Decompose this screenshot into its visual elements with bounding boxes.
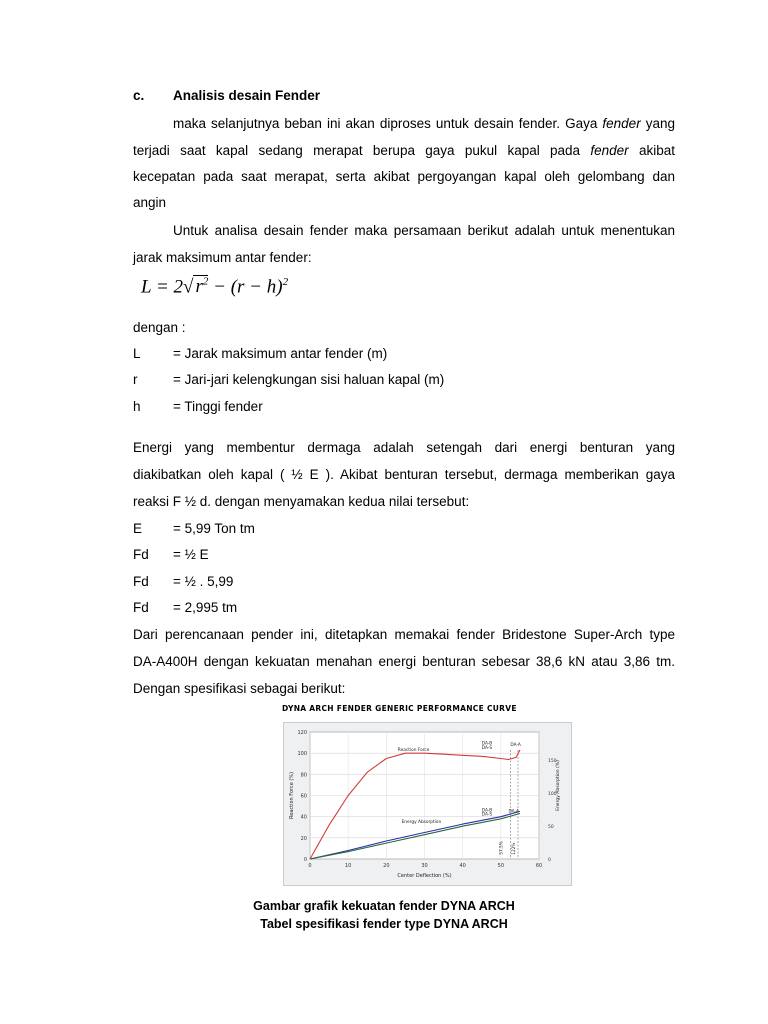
calc-row xyxy=(133,547,209,562)
y-right-axis-label: Energy Absorption (%) xyxy=(556,760,561,811)
annotation-label: DA-A xyxy=(508,809,519,815)
distance-formula xyxy=(141,276,288,298)
calc-symbol: Fd xyxy=(133,574,149,589)
x-tick-label: 40 xyxy=(459,863,466,869)
section-label: c. xyxy=(133,88,145,103)
y-tick-label: 0 xyxy=(303,857,307,863)
definition-text: = Jarak maksimum antar fender (m) xyxy=(173,346,388,361)
x-tick-label: 0 xyxy=(308,863,312,869)
x-tick-label: 10 xyxy=(344,863,352,869)
definition-text: = Jari-jari kelengkungan sisi haluan kapal (m) xyxy=(173,372,445,387)
definition-symbol: L xyxy=(133,346,141,361)
italic-term: fender xyxy=(590,143,629,158)
calc-value: = 5,99 Ton tm xyxy=(173,521,255,536)
calc-symbol: Fd xyxy=(133,600,149,615)
annotation-label: DA-S xyxy=(481,812,493,818)
formula-radicand xyxy=(193,275,208,297)
annotation-label: DA-A xyxy=(510,742,521,748)
definition-item xyxy=(133,346,387,361)
calc-row xyxy=(133,600,237,615)
text-run: yang xyxy=(640,116,675,131)
y-tick-label: 80 xyxy=(300,772,307,779)
calc-row xyxy=(133,521,255,536)
text-run: akibat xyxy=(628,143,675,158)
y-tick-label: 40 xyxy=(300,814,307,821)
para4-line2: DA-A400H dengan kekuatan menahan energi benturan sebesar 38,6 kN atau 3,86 tm. xyxy=(133,654,675,669)
formula-exponent: 2 xyxy=(282,276,289,288)
formula-exponent: 2 xyxy=(202,276,209,288)
definition-symbol: r xyxy=(133,372,138,387)
y-right-tick-label: 0 xyxy=(548,858,551,863)
annotation-label: DA-B xyxy=(481,808,493,814)
definition-item xyxy=(133,372,444,387)
para2-line2: jarak maksimum antar fender: xyxy=(133,250,312,265)
italic-term: fender xyxy=(602,116,641,131)
definition-item xyxy=(133,399,263,414)
para3-line1: Energi yang membentur dermaga adalah setengah dari energi benturan yang xyxy=(133,440,675,455)
annotation-label: 57.5% xyxy=(499,841,505,855)
definition-symbol: h xyxy=(133,399,141,414)
calc-symbol: E xyxy=(133,521,143,536)
text-run: maka selanjutnya beban ini akan diproses untuk desain fender. Gaya xyxy=(173,116,603,131)
x-tick-label: 20 xyxy=(383,863,390,869)
annotation-label: DA-S xyxy=(481,745,493,751)
chart-panel xyxy=(283,722,572,886)
y-right-tick-label: 150 xyxy=(548,758,557,764)
y-right-tick-label: 100 xyxy=(548,791,557,797)
y-tick-label: 20 xyxy=(300,835,307,842)
text-run: terjadi saat kapal sedang merapat berupa gaya pukul kapal pada xyxy=(133,143,591,158)
annotation-label: Reaction Force xyxy=(397,748,430,754)
annotation-label: Energy Absorption xyxy=(401,820,442,826)
annotation-label: DA-B xyxy=(481,741,493,747)
para1-line4: angin xyxy=(133,195,167,210)
performance-chart xyxy=(284,723,571,885)
para3-line3: reaksi F ½ d. dengan menyamakan kedua nilai tersebut: xyxy=(133,494,470,509)
para1-line3: kecepatan pada saat merapat, serta akibat pergoyangan kapal oleh gelombang dan xyxy=(133,169,675,184)
para1-line1 xyxy=(133,116,675,131)
x-tick-label: 60 xyxy=(535,863,543,869)
calc-value: = 2,995 tm xyxy=(173,600,238,615)
para4-line1: Dari perencanaan pender ini, ditetapkan memakai fender Bridestone Super-Arch type xyxy=(133,627,675,642)
table-caption: Tabel spesifikasi fender type DYNA ARCH xyxy=(260,917,508,931)
annotation-label: 122% xyxy=(511,842,517,855)
calc-row xyxy=(133,574,233,589)
definition-text: = Tinggi fender xyxy=(173,399,263,414)
calc-value: = ½ . 5,99 xyxy=(173,574,234,589)
para1-line2 xyxy=(133,143,675,158)
y-tick-label: 100 xyxy=(297,751,307,758)
x-tick-label: 30 xyxy=(421,863,428,869)
section-title: Analisis desain Fender xyxy=(173,88,321,103)
formula-lhs: L = 2 xyxy=(141,276,184,298)
calc-value: = ½ E xyxy=(173,547,209,562)
definitions-intro: dengan : xyxy=(133,320,186,335)
para4-line3: Dengan spesifikasi sebagai berikut: xyxy=(133,681,346,696)
section-heading xyxy=(133,88,320,103)
para2-line1: Untuk analisa desain fender maka persamaan berikut adalah untuk menentukan xyxy=(173,223,675,238)
y-tick-label: 120 xyxy=(297,730,307,736)
chart-title: DYNA ARCH FENDER GENERIC PERFORMANCE CURVE xyxy=(282,704,517,713)
formula-minus: − (r − h) xyxy=(208,276,283,298)
y-right-tick-label: 50 xyxy=(548,824,554,830)
y-tick-label: 60 xyxy=(300,793,307,800)
para3-line2: diakibatkan oleh kapal ( ½ E ). Akibat benturan tersebut, dermaga memberikan gaya xyxy=(133,467,675,482)
sqrt-symbol: √ xyxy=(183,276,194,298)
calc-symbol: Fd xyxy=(133,547,149,562)
x-axis-label: Center Deflection (%) xyxy=(397,873,452,879)
y-axis-label: Reaction Force (%) xyxy=(289,771,295,820)
formula-r: r xyxy=(195,276,203,298)
x-tick-label: 50 xyxy=(497,863,505,869)
figure-caption: Gambar grafik kekuatan fender DYNA ARCH xyxy=(253,899,515,913)
